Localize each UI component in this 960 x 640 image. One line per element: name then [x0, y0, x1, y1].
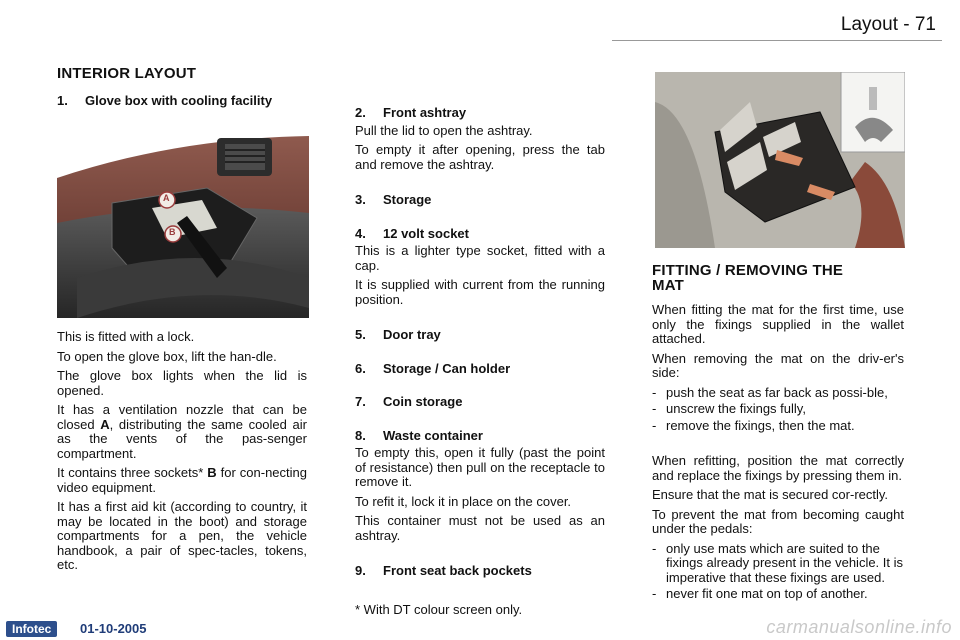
item-number: 8. — [355, 427, 366, 443]
callout-label-b: B — [169, 227, 176, 237]
item-title: Storage / Can holder — [383, 360, 511, 376]
section-title-fitting-mat — [652, 264, 904, 293]
floor-mat-photo — [655, 72, 905, 248]
callout-label-a: A — [163, 193, 170, 203]
item-heading-waste-container — [355, 429, 605, 444]
paragraph: When removing the mat on the driv-er's side: — [652, 350, 904, 380]
item-heading-storage — [355, 193, 605, 208]
paragraph: To empty it after opening, press the tab and remove the ashtray. — [355, 142, 605, 172]
item-heading-front-ashtray — [355, 106, 605, 121]
paragraph: To refit it, lock it in place on the cover. — [355, 493, 572, 509]
paragraph: When fitting the mat for the first time, use only the fixings supplied in the wallet attached. — [652, 302, 904, 346]
column-numbered-items — [355, 106, 605, 582]
list-item: - push the seat as far back as possi-ble, — [652, 386, 904, 401]
spacer — [355, 413, 605, 429]
item-heading-door-tray — [355, 328, 605, 343]
paragraph: Pull the lid to open the ashtray. — [355, 122, 533, 138]
text-run: for con-necting video equipment. — [57, 465, 307, 495]
paragraph: This container must not be used as an ashtray. — [355, 513, 605, 543]
infotec-logo: Infotec — [6, 621, 57, 637]
text-run: It contains three sockets* — [57, 465, 208, 480]
column-interior-layout — [57, 67, 307, 111]
item-number: 6. — [355, 360, 366, 376]
list-item: - remove the fixings, then the mat. — [652, 419, 904, 434]
section-title-line: FITTING / REMOVING THE — [652, 262, 844, 279]
item-number: 5. — [355, 327, 366, 342]
paragraph — [57, 403, 307, 461]
column-fitting-mat — [652, 264, 904, 607]
item-title: Waste container — [383, 427, 483, 443]
item-heading-seat-pockets — [355, 564, 605, 579]
section-title-interior-layout: INTERIOR LAYOUT — [57, 65, 197, 82]
paragraph: When refitting, position the mat correctly and replace the fixings by pressing them in. — [652, 453, 904, 483]
item-number: 7. — [355, 394, 366, 409]
item-title: Door tray — [383, 327, 441, 342]
removal-steps-list — [652, 386, 904, 434]
glove-box-description — [57, 330, 307, 578]
paragraph: Ensure that the mat is secured cor-rectly. — [652, 487, 889, 502]
paragraph: This is a lighter type socket, fitted with a cap. — [355, 243, 605, 273]
item-title: 12 volt socket — [383, 225, 469, 241]
item-title: Storage — [383, 192, 432, 207]
list-item: - only use mats which are suited to the fixings already present in the vehicle. It is imperative that these fixings are used. — [652, 542, 904, 586]
spacer — [355, 379, 605, 395]
section-title-line: MAT — [652, 276, 684, 294]
spacer — [355, 211, 605, 227]
item-title: Front ashtray — [383, 105, 467, 120]
print-date: 01-10-2005 — [80, 621, 147, 636]
paragraph: This is fitted with a lock. — [57, 329, 195, 344]
paragraph: It is supplied with current from the running position. — [355, 277, 605, 307]
list-item: - unscrew the fixings fully, — [652, 402, 904, 417]
reference-b: B — [207, 465, 217, 480]
paragraph: To empty this, open it fully (past the point of resistance) then pull on the receptacle to remove it. — [355, 445, 605, 489]
spacer — [355, 346, 605, 362]
item-heading-glove-box — [57, 94, 307, 109]
page-header — [0, 0, 960, 44]
text-run: , distributing the same cooled air as the vents of the pas-senger compartment. — [57, 416, 307, 461]
spacer — [355, 548, 605, 564]
paragraph: To prevent the mat from becoming caught under the pedals: — [652, 506, 904, 536]
item-heading-coin-storage — [355, 395, 605, 410]
spacer — [355, 177, 605, 193]
list-item: - never fit one mat on top of another. — [652, 587, 904, 602]
item-title: Glove box with cooling facility — [85, 92, 273, 108]
item-number: 2. — [355, 105, 366, 120]
item-number: 9. — [355, 563, 366, 578]
item-title: Front seat back pockets — [383, 563, 532, 578]
spacer — [355, 312, 605, 328]
text-run: It has a ventilation nozzle that can be closed — [57, 402, 307, 432]
item-number: 4. — [355, 225, 366, 241]
paragraph: To open the glove box, lift the han-dle. — [57, 348, 277, 364]
page-title: Layout - 71 — [840, 14, 936, 35]
paragraph: The glove box lights when the lid is opened. — [57, 368, 307, 398]
page-footer — [0, 618, 960, 640]
glove-box-photo — [57, 128, 309, 318]
paragraph: It has a first aid kit (according to country, it may be located in the boot) and storage compartments for a pen, the vehicle handbook, a pair of spec-tacles, tokens, etc. — [57, 499, 307, 572]
item-number: 3. — [355, 192, 366, 207]
paragraph — [57, 466, 307, 495]
item-number: 1. — [57, 92, 68, 108]
watermark: carmanualsonline.info — [766, 617, 952, 637]
item-title: Coin storage — [383, 394, 463, 409]
header-rule — [612, 40, 942, 41]
item-heading-12v-socket — [355, 227, 605, 242]
item-heading-can-holder — [355, 362, 605, 377]
reference-a: A — [100, 416, 110, 432]
footnote: * With DT colour screen only. — [355, 602, 523, 617]
spacer — [652, 438, 904, 454]
pedal-safety-list — [652, 542, 904, 602]
